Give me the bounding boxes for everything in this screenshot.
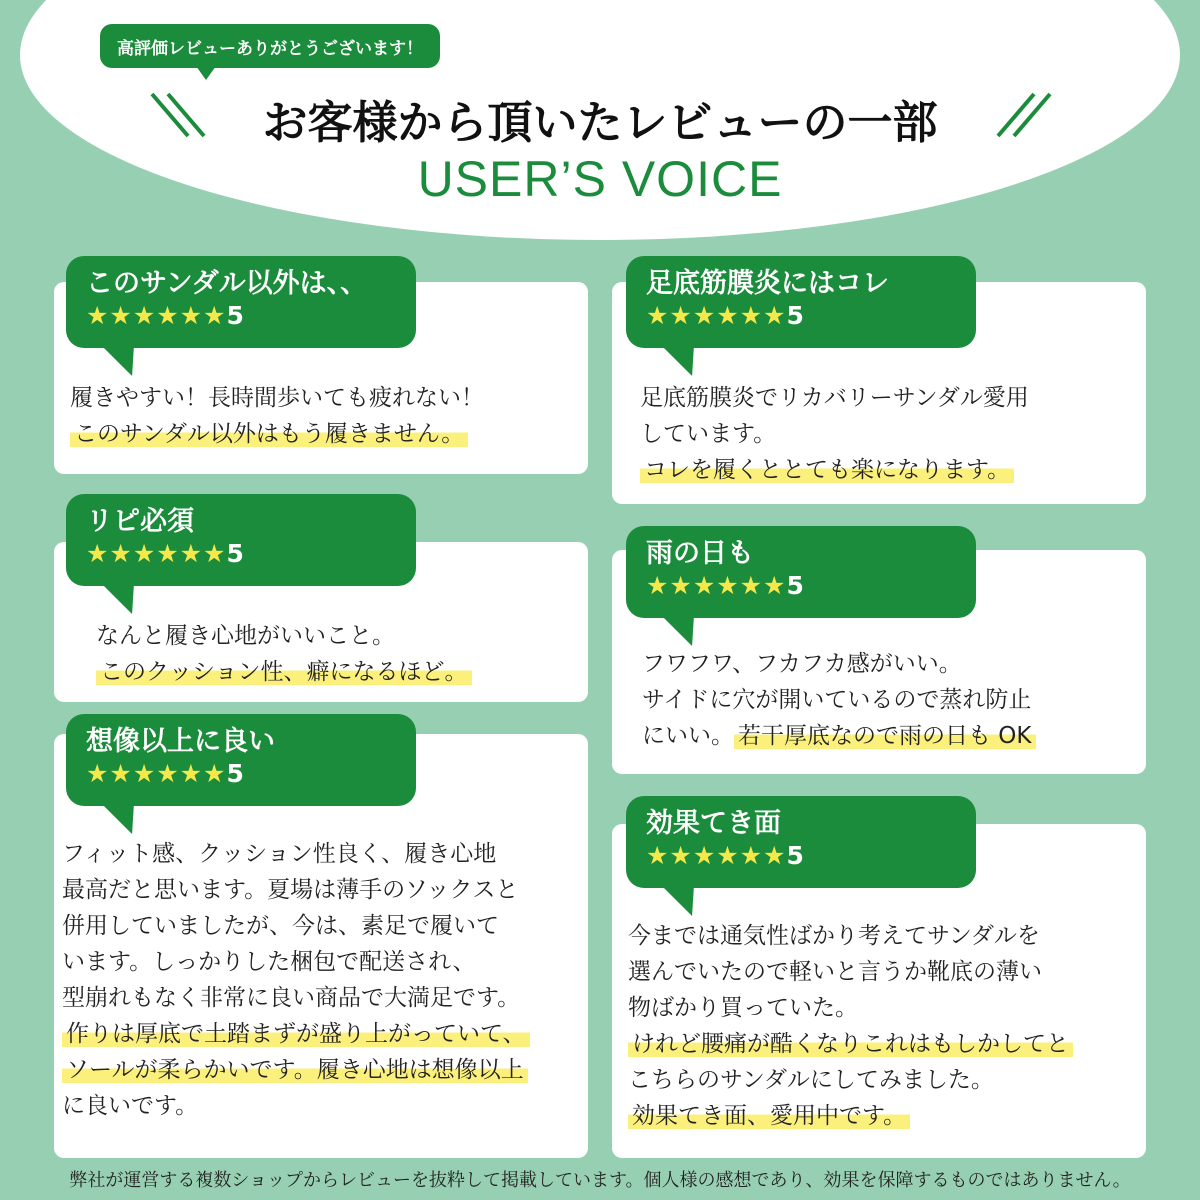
review-body-4	[640, 380, 1029, 488]
review-line: 今までは通気性ばかり考えてサンダルを	[628, 923, 1040, 949]
review-highlight: コレを履くととても楽になります。	[640, 457, 1014, 483]
disclaimer-text: 弊社が運営する複数ショップからレビューを抜粋して掲載しています。個人様の感想であり、効果を保障するものではありません。	[69, 1170, 1131, 1191]
rating-score: 5	[226, 759, 244, 788]
review-line: サイドに穴が開いているので蒸れ防止	[642, 687, 1032, 713]
review-line: います。しっかりした梱包で配送され、	[62, 949, 476, 975]
review-rating	[646, 570, 956, 602]
review-title: 想像以上に良い	[86, 726, 275, 757]
page-title: お客様から頂いたレビューの一部	[262, 96, 938, 149]
star-rating-icon: ★★★★★★	[86, 759, 227, 788]
rating-score: 5	[226, 301, 244, 330]
review-line: フワフワ、フカフカ感がいい。	[642, 651, 962, 677]
review-highlight: 効果てき面、愛用中です。	[628, 1103, 910, 1129]
review-rating	[646, 300, 956, 332]
review-bubble-4	[626, 256, 976, 348]
review-line: フィット感、クッション性良く、履き心地	[62, 841, 497, 867]
review-body-2	[96, 618, 472, 690]
review-highlight: このクッション性、癖になるほど。	[96, 659, 472, 685]
review-line: 足底筋膜炎でリカバリーサンダル愛用	[640, 385, 1029, 411]
review-bubble-2	[66, 494, 416, 586]
review-line: 選んでいたので軽いと言うか靴底の薄い	[628, 959, 1042, 985]
review-line: 型崩れもなく非常に良い商品で大満足です。	[62, 985, 521, 1011]
review-rating	[86, 758, 396, 790]
review-body-1	[70, 380, 484, 452]
review-rating	[86, 300, 396, 332]
rating-score: 5	[226, 539, 244, 568]
rating-score: 5	[786, 571, 804, 600]
review-title: 足底筋膜炎にはコレ	[646, 268, 889, 299]
rating-score: 5	[786, 301, 804, 330]
review-bubble-5	[626, 526, 976, 618]
review-line: 履きやすい！長時間歩いても疲れない！	[70, 385, 484, 411]
review-rating	[646, 840, 956, 872]
star-rating-icon: ★★★★★★	[646, 841, 787, 870]
review-title: このサンダル以外は、、	[86, 268, 368, 299]
review-highlight: 作りは厚底で土踏まずが盛り上がっていて、	[62, 1021, 530, 1047]
review-line: なんと履き心地がいいこと。	[96, 623, 395, 649]
review-highlight: このサンダル以外はもう履きません。	[70, 421, 468, 447]
review-line: にいい。	[642, 723, 734, 749]
review-line: こちらのサンダルにしてみました。	[628, 1067, 994, 1093]
review-body-6	[628, 918, 1073, 1134]
review-title: 雨の日も	[646, 538, 754, 569]
review-title: 効果てき面	[646, 808, 781, 839]
review-title: リピ必須	[86, 506, 194, 537]
star-rating-icon: ★★★★★★	[646, 571, 787, 600]
review-body-5	[642, 646, 1036, 754]
review-highlight: けれど腰痛が酷くなりこれはもしかしてと	[628, 1031, 1073, 1057]
star-rating-icon: ★★★★★★	[86, 301, 227, 330]
review-bubble-1	[66, 256, 416, 348]
review-line: に良いです。	[62, 1093, 199, 1119]
thanks-badge: 高評価レビューありがとうございます！	[100, 24, 440, 68]
review-highlight: 若干厚底なので雨の日も OK	[734, 723, 1036, 749]
review-rating	[86, 538, 396, 570]
rating-score: 5	[786, 841, 804, 870]
review-bubble-3	[66, 714, 416, 806]
star-rating-icon: ★★★★★★	[646, 301, 787, 330]
review-highlight: ソールが柔らかいです。履き心地は想像以上	[62, 1057, 528, 1083]
review-line: 併用していましたが、今は、素足で履いて	[62, 913, 499, 939]
review-bubble-6	[626, 796, 976, 888]
review-line: 物ばかり買っていた。	[628, 995, 858, 1021]
review-line: しています。	[640, 421, 777, 447]
page-subtitle: USER’S VOICE	[417, 151, 783, 207]
review-line: 最高だと思います。夏場は薄手のソックスと	[62, 877, 519, 903]
review-body-3	[62, 836, 530, 1124]
star-rating-icon: ★★★★★★	[86, 539, 227, 568]
